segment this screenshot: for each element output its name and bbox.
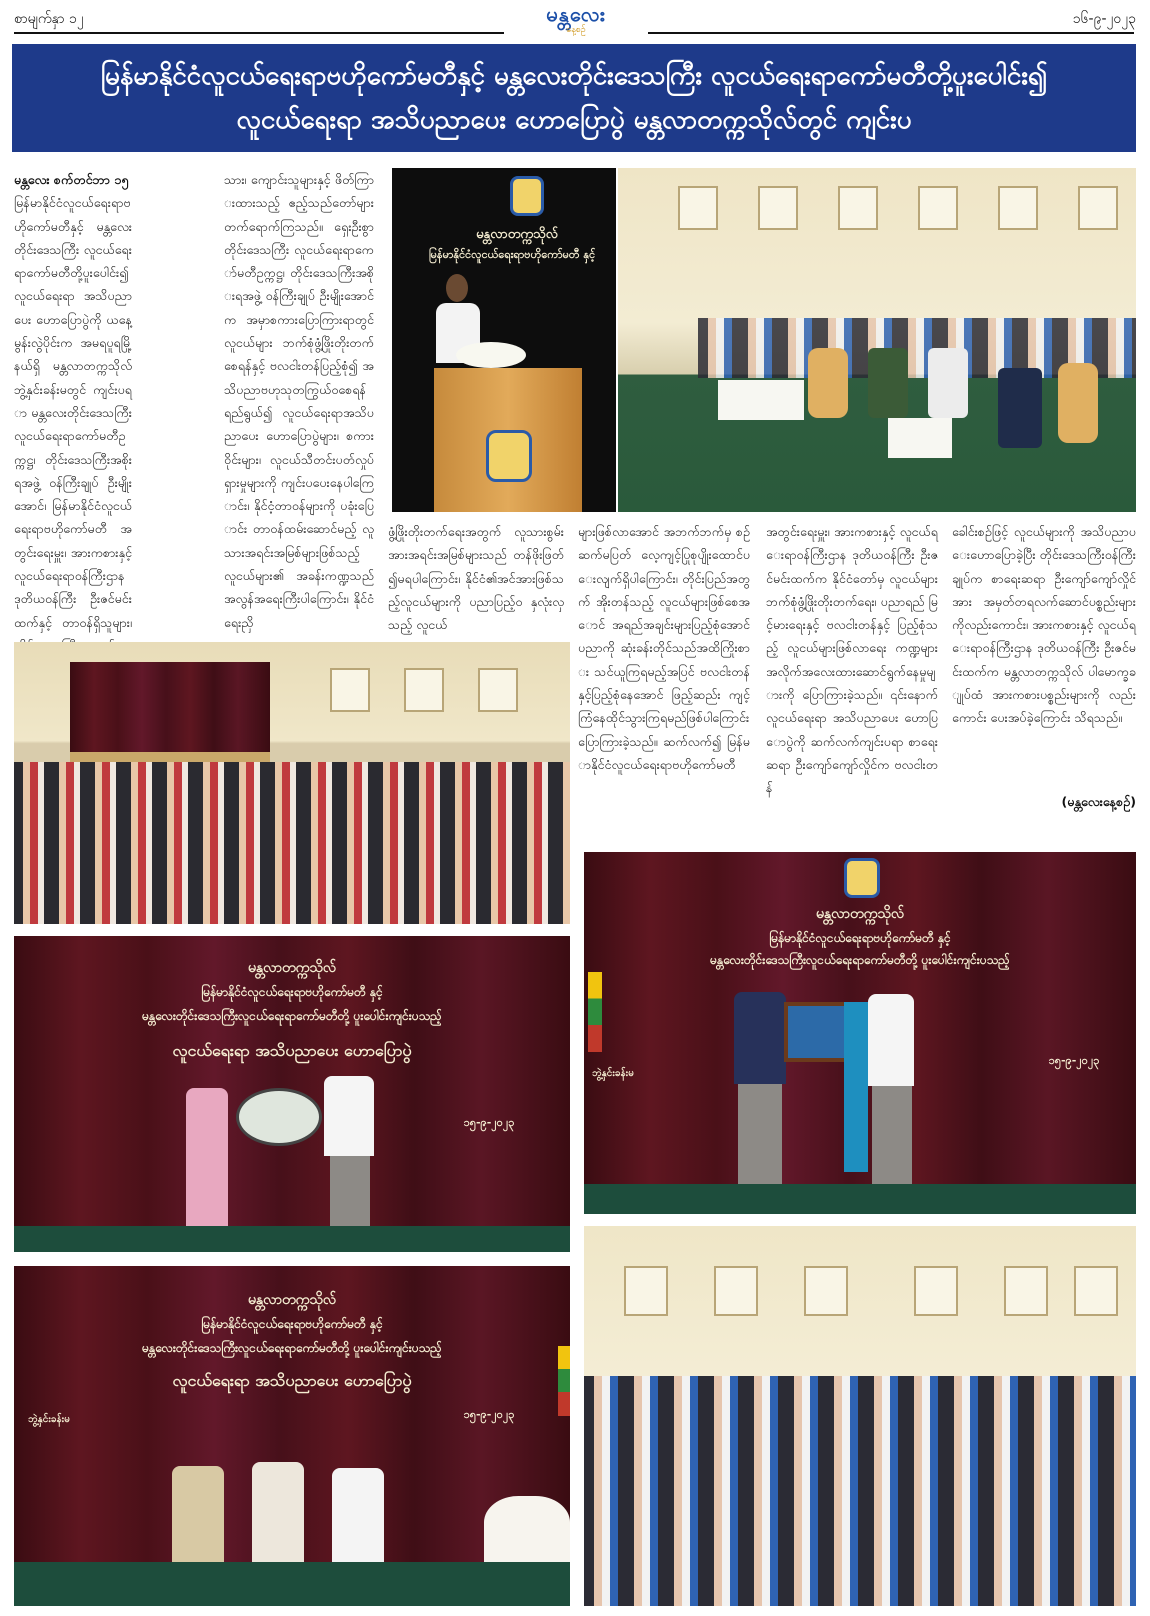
hall-window <box>804 1266 848 1316</box>
banner-region-line: မန္တလေးတိုင်းဒေသကြီးလူငယ်ရေးရာကော်မတီတို့ ပူးပေါင်းကျင်းပသည့် <box>710 953 1010 967</box>
banner-event-line: လူငယ်ရေးရာ အသိပညာပေး ဟောပြောပွဲ <box>172 1041 412 1060</box>
national-flag <box>588 972 602 1052</box>
header-rule-left <box>14 32 504 34</box>
masthead-logo <box>512 3 640 37</box>
hall-window <box>758 186 798 230</box>
recipient-shirt <box>324 1076 374 1156</box>
sports-balls-gift <box>236 1088 322 1146</box>
header-rule-right <box>648 32 1134 34</box>
recipient-longyi <box>872 1086 912 1184</box>
banner-region-line: မန္တလေးတိုင်းဒေသကြီးလူငယ်ရေးရာကော်မတီတို့ ပူးပေါင်းကျင်းပသည့် <box>142 1009 442 1023</box>
photo-framed-gift-presentation <box>584 852 1136 1214</box>
headline-line-1: မြန်မာနိုင်ငံလူငယ်ရေးရာဗဟိုကော်မတီနှင့် မန္တလေးတိုင်းဒေသကြီး လူငယ်ရေးရာကော်မတီတို့ပူးပေါင်း၍ <box>100 61 1048 91</box>
presenter-pink-dress <box>186 1088 228 1228</box>
hall-window <box>838 186 878 230</box>
hall-window <box>1074 1266 1118 1316</box>
vip-chair <box>808 348 848 418</box>
banner-region-line: မန္တလေးတိုင်းဒေသကြီးလူငယ်ရေးရာကော်မတီတို့ ပူးပေါင်းကျင်းပသည့် <box>142 1341 442 1355</box>
flower-arrangement <box>484 1496 570 1562</box>
recipient-longyi <box>330 1156 370 1230</box>
banner-org-line: မြန်မာနိုင်ငံလူငယ်ရေးရာဗဟိုကော်မတီ နှင့် <box>201 985 383 999</box>
national-flag <box>558 1346 570 1416</box>
hall-window <box>478 668 518 712</box>
banner-university-name: မန္တလာတက္ကသိုလ် <box>476 227 558 242</box>
university-emblem-icon <box>844 858 880 898</box>
article-text-1: မြန်မာနိုင်ငံလူငယ်ရေးရာဗဟိုကော်မတီနှင့် မန္တလေးတိုင်းဒေသကြီး လူငယ်ရေးရာကော်မတီတို့ပူးပေါင်း၍ လူငယ်ရေးရာ အသိပညာပေး ဟောပြောပွဲကို ယနေ့ မွန်းလွဲပိုင်းက အမရပူရမြို့နယ်ရှိ မန္တလာတက္ကသိုလ် ဘွဲ့နှင်းခန်းမတွင် ကျင်းပရာ မန္တလေးတိုင်းဒေသကြီး လူငယ်ရေးရာကော်မတီဥက္ကဋ္ဌ၊ တိုင်းဒေသကြီးအစိုးရအဖွဲ့ ဝန်ကြီးချုပ် ဦးမျိုးအောင်၊ မြန်မာနိုင်ငံလူငယ်ရေးရာဗဟိုကော်မတီ အတွင်းရေးမှူး၊ အားကစားနှင့်လူငယ်ရေးရာဝန်ကြီးဌာန ဒုတိယဝန်ကြီး ဦးဇင်မင်းထက်နှင့် တာဝန်ရှိသူများ၊ <box>14 195 132 630</box>
table-cloth <box>888 418 952 458</box>
hall-window <box>404 668 444 712</box>
banner-university-name: မန္တလာတက္ကသိုလ် <box>815 906 905 922</box>
hall-window <box>678 186 718 230</box>
article-column-4 <box>578 520 750 812</box>
photo-sports-gift-presentation <box>14 936 570 1252</box>
stage-floor <box>14 1226 570 1252</box>
article-column-1 <box>14 168 132 630</box>
military-guest <box>868 348 908 418</box>
banner-event-date: ၁၅-၉-၂၀၂၃ <box>463 1116 515 1129</box>
stage-floor <box>14 1562 570 1606</box>
banner-venue: ဘွဲ့နှင်းခန်းမ <box>28 1414 70 1425</box>
audience-crowd <box>14 762 570 924</box>
framed-painting <box>784 1002 852 1062</box>
article-text-6: ခေါင်းစဉ်ဖြင့် လူငယ်များကို အသိပညာပေးဟောပြောခဲ့ပြီး တိုင်းဒေသကြီးဝန်ကြီးချုပ်က စာရေးဆရာ ဦးကျော်ကျော်လှိုင်အား အမှတ်တရလက်ဆောင်ပစ္စည်းများ ကိုလည်းကောင်း၊ အားကစားနှင့် လူငယ်ရေးရာဝန်ကြီးဌာန ဒုတိယဝန်ကြီး ဦးဇင်မင်းထက်က မန္တလာတက္ကသိုလ် ပါမောက္ခချုပ်ထံ အားကစားပစ္စည်းများကို လည်းကောင်း ပေးအပ်ခဲ့ကြောင်း သိရသည်။ <box>952 524 1136 726</box>
article-column-6 <box>952 520 1136 790</box>
university-emblem-icon <box>510 176 544 216</box>
audience-crowd <box>584 1376 1136 1606</box>
hall-window <box>330 668 370 712</box>
photo-panel-talk <box>14 1266 570 1606</box>
article-column-3 <box>388 520 564 632</box>
article-text-4: များဖြစ်လာအောင် အဘက်ဘက်မှ စဉ်ဆက်မပြတ် လေ့ကျင့်ပြုစုပျိုးထောင်ပေးလျက်ရှိပါကြောင်း၊ တိုင်းပြည်အတွက် အိုးတန်သည့် လူငယ်များဖြစ်စေအောင် အရည်အချင်းများပြည့်စုံအောင် ပညာကို ဆုံးခန်းတိုင်သည်အထိကြိုးစား သင်ယူကြရမည့်အပြင် ဗလငါးတန်နှင့်ပြည့်စုံနေအောင် ဖြည့်ဆည်း ကျင့်ကြံနေထိုင်သွားကြရမည်ဖြစ်ပါကြောင်း ပြောကြားခဲ့သည်။ ဆက်လက်၍ မြန်မာနိုင်ငံလူငယ်ရေးရာဗဟိုကော်မတီ <box>578 524 750 772</box>
attendant-dress <box>844 1002 868 1172</box>
masthead-subtitle: နေ့စဉ် <box>566 25 586 35</box>
panelist-3 <box>332 1468 384 1562</box>
photo-speaker-podium <box>392 168 616 512</box>
guest-navy-uniform <box>998 368 1042 448</box>
article-column-5 <box>766 520 938 812</box>
presenter-longyi <box>738 1084 782 1184</box>
photo-vip-seating <box>618 168 1136 512</box>
recipient-shirt <box>868 994 914 1086</box>
article-column-2 <box>224 168 374 630</box>
photo-student-audience <box>584 1226 1136 1606</box>
masthead-title: မန္တလေး <box>546 2 606 26</box>
hall-window <box>1004 1266 1048 1316</box>
flower-arrangement <box>456 342 526 368</box>
banner-university-name: မန္တလာတက္ကသိုလ် <box>247 1292 337 1308</box>
hall-window <box>624 1266 668 1316</box>
page-number: စာမျက်နှာ ၁၂ <box>14 11 84 27</box>
podium-emblem-icon <box>486 430 532 482</box>
photo-auditorium <box>14 642 570 924</box>
podium <box>434 368 582 512</box>
vip-chair <box>1058 363 1098 443</box>
article-text-3: ဖွံ့ဖြိုးတိုးတက်ရေးအတွက် လူသားစွမ်းအားအရင်းအမြစ်များသည် တန်ဖိုးဖြတ်၍မရပါကြောင်း၊ နိုင်ငံ၏အင်အားဖြစ်သည့်လူငယ်များကို ပညာပြည့်ဝ နှလုံးလှသည့် လူငယ် <box>388 524 564 633</box>
stage-floor <box>584 1184 1136 1214</box>
panelist-1 <box>172 1466 224 1562</box>
banner-event-date: ၁၅-၉-၂၀၂၃ <box>1048 1054 1100 1067</box>
stage-backdrop <box>70 662 270 752</box>
hall-window <box>918 186 958 230</box>
banner-event-line: လူငယ်ရေးရာ အသိပညာပေး ဟောပြောပွဲ <box>172 1371 412 1390</box>
presenter-jacket <box>734 992 786 1084</box>
speaker-head <box>446 274 468 302</box>
banner-venue: ဘွဲ့နှင်းခန်းမ <box>592 1068 634 1079</box>
hall-window <box>998 186 1038 230</box>
hall-window <box>914 1266 958 1316</box>
banner-org-line: မြန်မာနိုင်ငံလူငယ်ရေးရာဗဟိုကော်မတီ နှင့် <box>428 248 596 261</box>
banner-org-line: မြန်မာနိုင်ငံလူငယ်ရေးရာဗဟိုကော်မတီ နှင့် <box>201 1317 383 1331</box>
article-dateline: မန္တလေး စက်တင်ဘာ ၁၅ <box>14 172 129 187</box>
panelist-2 <box>252 1462 304 1562</box>
hall-window <box>1078 186 1118 230</box>
article-text-2: သား၊ ကျောင်းသူများနှင့် ဖိတ်ကြားထားသည့် ဧည့်သည်တော်များ တက်ရောက်ကြသည်။ ရှေးဦးစွာ တိုင်းဒေသကြီး လူငယ်ရေးရာကော်မတီဥက္ကဋ္ဌ၊ တိုင်းဒေသကြီးအစိုးရအဖွဲ့ ဝန်ကြီးချုပ် ဦးမျိုးအောင်က အမှာစကားပြောကြားရာတွင် လူငယ်များ ဘက်စုံဖွံ့ဖြိုးတိုးတက်စေရန်နှင့် ဗလငါးတန်ပြည့်စုံ၍ အသိပညာဗဟုသုတကြွယ်ဝစေရန် ရည်ရွယ်၍ လူငယ်ရေးရာအသိပညာပေး ဟောပြောပွဲများ၊ စကားဝိုင်းများ၊ လူငယ်သီတင်းပတ်လှုပ်ရှားမှုများကို ကျင်းပပေးနေပါကြောင်း၊ နိုင်ငံ့တာဝန်များကို ပခုံးပြောင်း တာဝန်ထမ်းဆောင်မည့် လူသားအရင်းအမြစ်များဖြစ်သည့် လူငယ်များ၏ အခန်းကဏ္ဍသည် အလွန်အရေးကြီးပါကြောင်း၊ နိုင်ငံရေးညှိ <box>224 172 374 630</box>
guest-white-shirt <box>928 348 968 418</box>
banner-org-line: မြန်မာနိုင်ငံလူငယ်ရေးရာဗဟိုကော်မတီ နှင့် <box>769 931 951 945</box>
article-credit: (မန္တလေးနေ့စဉ်) <box>1061 794 1136 809</box>
banner-university-name: မန္တလာတက္ကသိုလ် <box>247 960 337 976</box>
banner-event-date: ၁၅-၉-၂၀၂၃ <box>463 1408 515 1421</box>
hall-window <box>714 1266 758 1316</box>
headline-line-2: လူငယ်ရေးရာ အသိပညာပေး ဟောပြောပွဲ မန္တလာတက္ကသိုလ်တွင် ကျင်းပ <box>236 105 912 135</box>
table-cloth <box>718 380 804 420</box>
headline-banner <box>12 44 1136 152</box>
article-text-5: အတွင်းရေးမှူး၊ အားကစားနှင့် လူငယ်ရေးရာဝန်ကြီးဌာန ဒုတိယဝန်ကြီး ဦးဇင်မင်းထက်က နိုင်ငံတော်မှ လူငယ်များဘက်စုံဖွံ့ဖြိုးတိုးတက်ရေး၊ ပညာရည် မြင့်မားရေးနှင့် ဗလငါးတန်နှင့် ပြည့်စုံသည့် လူငယ်များဖြစ်လာရေး ကဏ္ဍများ အလိုက်အလေးထားဆောင်ရွက်နေမှုများကို ပြောကြားခဲ့သည်။ ၎င်းနောက် လူငယ်ရေးရာ အသိပညာပေး ဟောပြောပွဲကို ဆက်လက်ကျင်းပရာ စာရေးဆရာ ဦးကျော်ကျော်လှိုင်က ဗလငါးတန် <box>766 524 938 796</box>
issue-date: ၁၆-၉-၂၀၂၃ <box>1072 11 1136 27</box>
